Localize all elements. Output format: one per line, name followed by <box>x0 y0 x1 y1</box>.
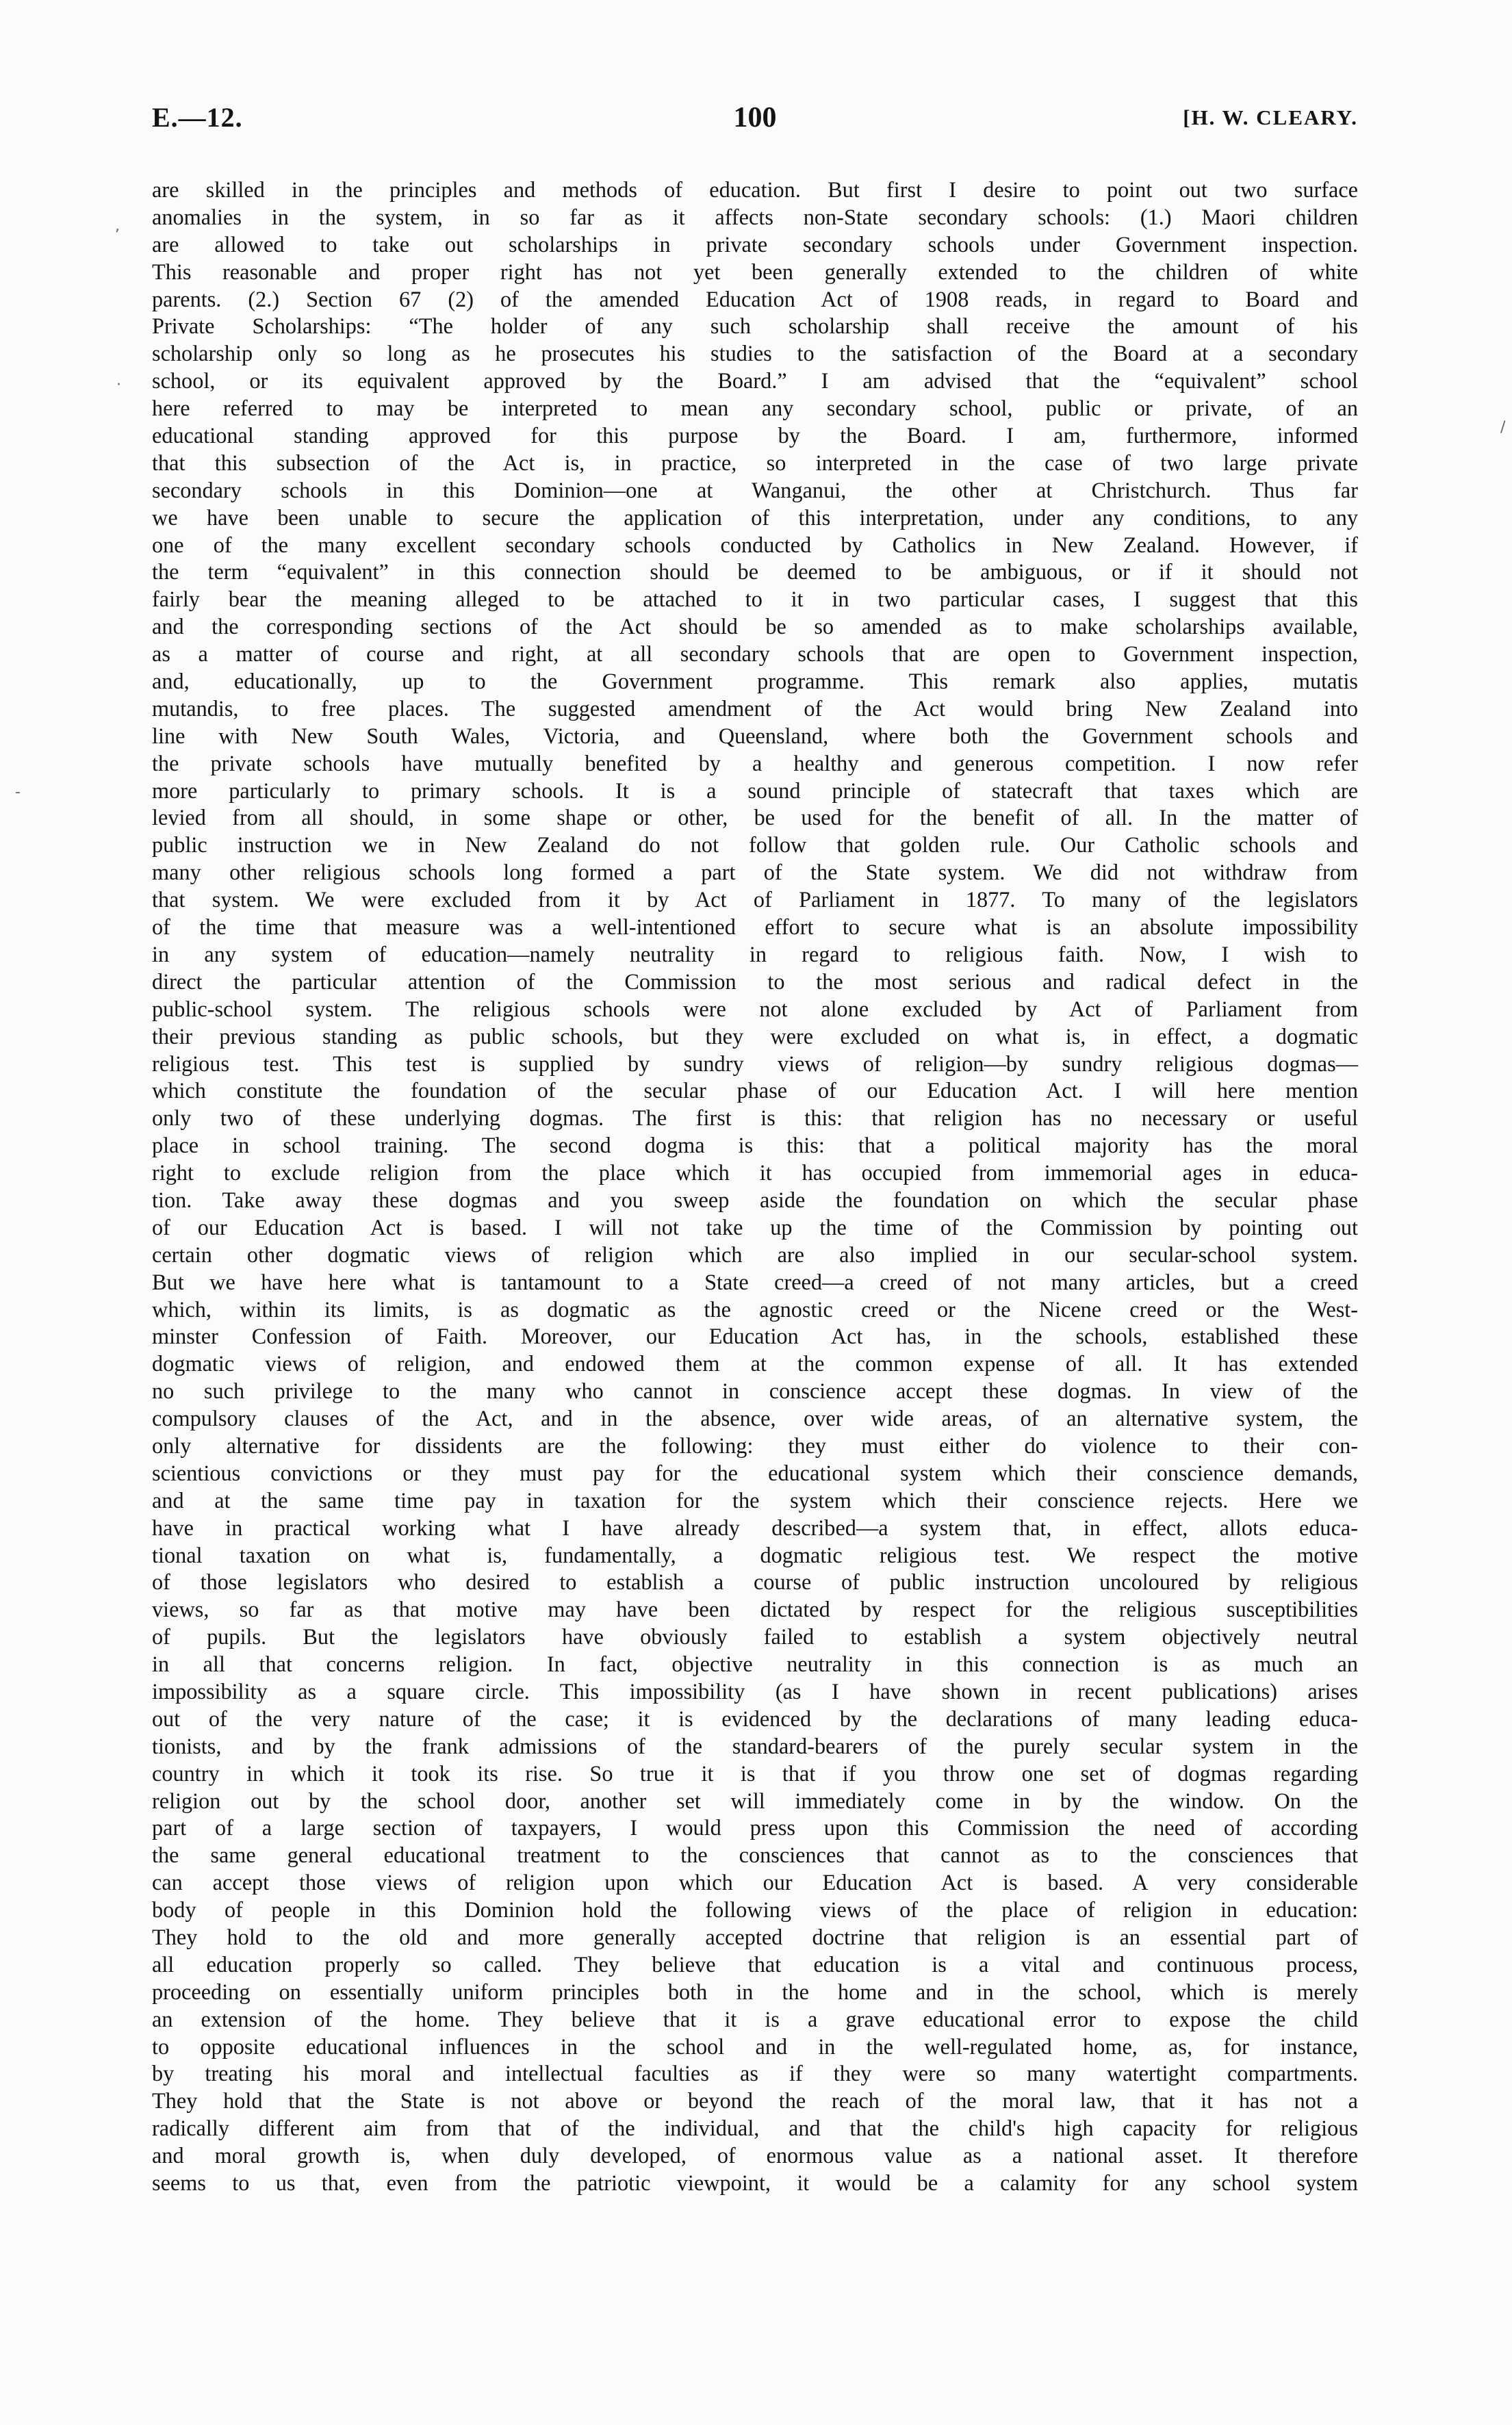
text-line: and, educationally, up to the Government programme. This remark also applies, mutatis <box>152 669 1358 694</box>
text-line: all education properly so called. They believe that education is a vital and continuous process, <box>152 1951 1358 1977</box>
text-line: religion out by the school door, another set will immediately come in by the window. On the <box>152 1788 1358 1813</box>
text-line: fairly bear the meaning alleged to be attached to it in two particular cases, I suggest that this <box>152 587 1358 612</box>
text-line: that this subsection of the Act is, in practice, so interpreted in the case of two large private <box>152 450 1358 475</box>
text-line: of pupils. But the legislators have obviously failed to establish a system objectively neutral <box>152 1624 1358 1650</box>
text-line: certain other dogmatic views of religion which are also implied in our secular-school system. <box>152 1242 1358 1267</box>
text-line: only two of these underlying dogmas. The first is this: that religion has no necessary or useful <box>152 1105 1358 1131</box>
witness-name: [H. W. CLEARY. <box>1183 105 1358 129</box>
text-line: They hold to the old and more generally accepted doctrine that religion is an essential part of <box>152 1925 1358 1949</box>
text-line: are skilled in the principles and methods of education. But first I desire to point out two surface <box>152 177 1358 202</box>
text-line: their previous standing as public schools, but they were excluded on what is, in effect, a dogmatic <box>152 1023 1358 1049</box>
text-line: one of the many excellent secondary schools conducted by Catholics in New Zealand. However, if <box>152 532 1358 557</box>
text-line: we have been unable to secure the application of this interpretation, under any conditions, to any <box>152 504 1358 530</box>
margin-mark: · <box>116 376 121 394</box>
text-line: mutandis, to free places. The suggested amendment of the Act would bring New Zealand into <box>152 695 1358 721</box>
text-line: the term “equivalent” in this connection should be deemed to be ambiguous, or if it should not <box>152 559 1358 585</box>
text-line: in any system of education—namely neutrality in regard to religious faith. Now, I wish to <box>152 941 1358 966</box>
text-line: that system. We were excluded from it by Act of Parliament in 1877. To many of the legislators <box>152 887 1358 912</box>
text-line: anomalies in the system, in so far as it affects non-State secondary schools: (1.) Maori children <box>152 204 1358 229</box>
text-line: out of the very nature of the case; it is evidenced by the declarations of many leading educa- <box>152 1706 1358 1731</box>
document-reference: E.—12. <box>152 102 243 133</box>
body-text <box>152 177 1358 2197</box>
text-line: They hold that the State is not above or beyond the reach of the moral law, that it has not a <box>152 2088 1358 2114</box>
text-line: Private Scholarships: “The holder of any such scholarship shall receive the amount of his <box>152 313 1358 339</box>
text-line: seems to us that, even from the patriotic viewpoint, it would be a calamity for any school system <box>152 2170 1358 2196</box>
text-line: right to exclude religion from the place which it has occupied from immemorial ages in educa- <box>152 1160 1358 1185</box>
text-line: levied from all should, in some shape or other, be used for the benefit of all. In the matter of <box>152 805 1358 830</box>
text-line: direct the particular attention of the Commission to the most serious and radical defect in the <box>152 968 1358 994</box>
text-line: proceeding on essentially uniform principles both in the home and in the school, which is merely <box>152 1979 1358 2004</box>
text-line: place in school training. The second dogma is this: that a political majority has the moral <box>152 1133 1358 1158</box>
text-line: radically different aim from that of the individual, and that the child's high capacity for religious <box>152 2116 1358 2141</box>
text-line: which, within its limits, is as dogmatic as the agnostic creed or the Nicene creed or the West- <box>152 1296 1358 1322</box>
text-line: the private schools have mutually benefited by a healthy and generous competition. I now refer <box>152 750 1358 775</box>
text-line: compulsory clauses of the Act, and in the absence, over wide areas, of an alternative system, the <box>152 1406 1358 1431</box>
text-line: the same general educational treatment to the consciences that cannot as to the consciences that <box>152 1843 1358 1868</box>
text-line: can accept those views of religion upon which our Education Act is based. A very considerable <box>152 1870 1358 1895</box>
text-line: as a matter of course and right, at all secondary schools that are open to Government inspection, <box>152 641 1358 667</box>
text-line: line with New South Wales, Victoria, and Queensland, where both the Government schools and <box>152 723 1358 748</box>
text-line: of those legislators who desired to establish a course of public instruction uncoloured by religious <box>152 1569 1358 1595</box>
text-line: dogmatic views of religion, and endowed them at the common expense of all. It has extended <box>152 1351 1358 1376</box>
text-line: to opposite educational influences in the school and in the well-regulated home, as, for instance, <box>152 2033 1358 2059</box>
text-line: views, so far as that motive may have been dictated by respect for the religious susceptibilities <box>152 1597 1358 1622</box>
text-line: But we have here what is tantamount to a State creed—a creed of not many articles, but a creed <box>152 1269 1358 1294</box>
text-line: only alternative for dissidents are the following: they must either do violence to their con- <box>152 1433 1358 1458</box>
text-line: of the time that measure was a well-intentioned effort to secure what is an absolute impossibility <box>152 914 1358 940</box>
text-line: are allowed to take out scholarships in private secondary schools under Government inspection. <box>152 231 1358 257</box>
text-line: scientious convictions or they must pay for the educational system which their conscience demands, <box>152 1460 1358 1485</box>
text-line: an extension of the home. They believe that it is a grave educational error to expose the child <box>152 2006 1358 2031</box>
margin-mark: / <box>1500 419 1506 436</box>
text-line: public-school system. The religious schools were not alone excluded by Act of Parliament from <box>152 996 1358 1021</box>
text-line: impossibility as a square circle. This impossibility (as I have shown in recent publications) arises <box>152 1678 1358 1704</box>
text-line: tional taxation on what is, fundamentally, a dogmatic religious test. We respect the motive <box>152 1542 1358 1567</box>
text-line: and at the same time pay in taxation for the system which their conscience rejects. Here we <box>152 1487 1358 1513</box>
text-line: tionists, and by the frank admissions of the standard-bearers of the purely secular system in the <box>152 1733 1358 1758</box>
page-number: 100 <box>733 102 777 133</box>
margin-mark: , <box>115 218 120 235</box>
text-line: and moral growth is, when duly developed, of enormous value as a national asset. It therefore <box>152 2143 1358 2168</box>
text-line: scholarship only so long as he prosecutes his studies to the satisfaction of the Board at a secondary <box>152 341 1358 366</box>
text-line: here referred to may be interpreted to mean any secondary school, public or private, of an <box>152 396 1358 421</box>
text-line: of our Education Act is based. I will not take up the time of the Commission by pointing out <box>152 1214 1358 1240</box>
text-line: no such privilege to the many who cannot in conscience accept these dogmas. In view of the <box>152 1378 1358 1404</box>
text-line: educational standing approved for this purpose by the Board. I am, furthermore, informed <box>152 423 1358 448</box>
text-line: in all that concerns religion. In fact, objective neutrality in this connection is as much an <box>152 1652 1358 1677</box>
text-line: more particularly to primary schools. It is a sound principle of statecraft that taxes which are <box>152 778 1358 803</box>
text-line: public instruction we in New Zealand do not follow that golden rule. Our Catholic schools and <box>152 832 1358 858</box>
text-line: country in which it took its rise. So true it is that if you throw one set of dogmas regarding <box>152 1760 1358 1786</box>
text-line: by treating his moral and intellectual faculties as if they were so many watertight compartments. <box>152 2061 1358 2086</box>
text-line: parents. (2.) Section 67 (2) of the amended Education Act of 1908 reads, in regard to Board and <box>152 286 1358 311</box>
text-line: have in practical working what I have already described—a system that, in effect, allots educa- <box>152 1515 1358 1540</box>
text-line: school, or its equivalent approved by the Board.” I am advised that the “equivalent” school <box>152 368 1358 394</box>
text-line: minster Confession of Faith. Moreover, our Education Act has, in the schools, established these <box>152 1324 1358 1349</box>
text-line: religious test. This test is supplied by sundry views of religion—by sundry religious dogmas— <box>152 1051 1358 1076</box>
text-line: and the corresponding sections of the Act should be so amended as to make scholarships available, <box>152 614 1358 639</box>
text-line: many other religious schools long formed a part of the State system. We did not withdraw from <box>152 860 1358 885</box>
text-line: which constitute the foundation of the secular phase of our Education Act. I will here mention <box>152 1078 1358 1103</box>
text-line: secondary schools in this Dominion—one at Wanganui, the other at Christchurch. Thus far <box>152 477 1358 502</box>
text-line: part of a large section of taxpayers, I would press upon this Commission the need of according <box>152 1815 1358 1840</box>
text-line: This reasonable and proper right has not yet been generally extended to the children of white <box>152 259 1358 284</box>
margin-mark: - <box>15 784 21 801</box>
text-line: tion. Take away these dogmas and you sweep aside the foundation on which the secular phase <box>152 1187 1358 1212</box>
text-line: body of people in this Dominion hold the following views of the place of religion in education: <box>152 1897 1358 1923</box>
running-header <box>152 101 1358 142</box>
